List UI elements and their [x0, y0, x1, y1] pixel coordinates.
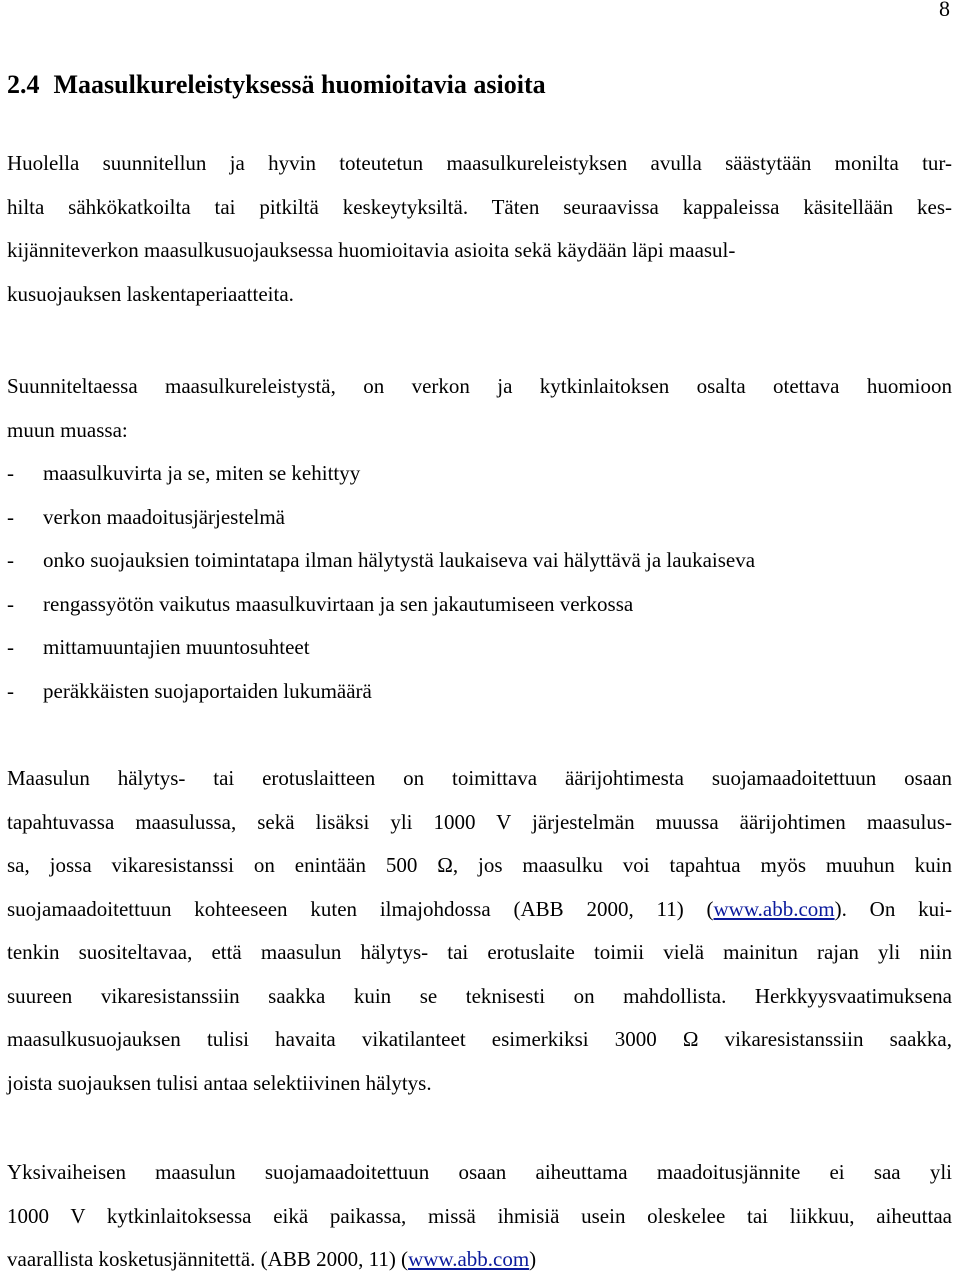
text-segment: suojamaadoitettuun kohteeseen kuten ilmajohdossa (ABB 2000, 11) ( — [7, 896, 714, 921]
text-line: Yksivaiheisen maasulun suojamaadoitettuun osaan aiheuttama maadoitusjännite ei saa yli — [7, 1160, 952, 1184]
text-segment: ). On kui- — [834, 896, 952, 921]
considerations-list — [7, 452, 755, 713]
paragraph-intro — [7, 142, 952, 316]
list-item-text: mittamuuntajien muuntosuhteet — [43, 635, 310, 659]
list-bullet: - — [7, 504, 14, 529]
text-line — [7, 888, 952, 932]
abb-link[interactable]: www.abb.com — [408, 1247, 530, 1271]
text-line: joista suojauksen tulisi antaa selektiivinen hälytys. — [7, 1070, 432, 1095]
text-line: kijänniteverkon maasulkusuojauksessa huomioitavia asioita sekä käydään läpi maasul- — [7, 238, 736, 262]
paragraph-voltage — [7, 1151, 952, 1282]
list-item — [7, 539, 755, 583]
list-item-text: maasulkuvirta ja se, miten se kehittyy — [43, 461, 361, 485]
section-title: Maasulkureleistyksessä huomioitavia asioita — [53, 70, 546, 99]
list-item — [7, 626, 755, 670]
page-number: 8 — [939, 0, 950, 21]
text-line: muun muassa: — [7, 417, 128, 442]
list-bullet: - — [7, 635, 14, 659]
text-line: Huolella suunnitellun ja hyvin toteutetun maasulkureleistyksen avulla säästytään monilta tur- — [7, 151, 952, 175]
list-item-text: rengassyötön vaikutus maasulkuvirtaan ja sen jakautumiseen verkossa — [43, 591, 634, 616]
text-segment: vaarallista kosketusjännitettä. (ABB 2000, 11) ( — [7, 1247, 409, 1271]
text-line: tapahtuvassa maasulussa, sekä lisäksi yli 1000 V järjestelmän muussa äärijohtimen maasulus- — [7, 809, 952, 834]
list-bullet: - — [7, 678, 14, 703]
text-segment: ) — [529, 1247, 537, 1271]
text-line: suureen vikaresistanssiin saakka kuin se teknisesti on mahdollista. Herkkyysvaatimuksena — [7, 983, 952, 1008]
text-line — [7, 1238, 952, 1282]
text-line: Suunniteltaessa maasulkureleistystä, on verkon ja kytkinlaitoksen osalta otettava huomioon — [7, 374, 952, 398]
list-item — [7, 496, 755, 540]
paragraph-planning — [7, 365, 952, 452]
list-bullet: - — [7, 461, 14, 485]
text-line: sa, jossa vikaresistanssi on enintään 500 Ω, jos maasulku voi tapahtua myös muuhun kuin — [7, 853, 952, 877]
list-item — [7, 452, 755, 496]
list-item-text: onko suojauksien toimintatapa ilman hälytystä laukaiseva vai hälyttävä ja laukaiseva — [43, 548, 756, 572]
list-bullet: - — [7, 548, 14, 572]
section-number: 2.4 — [7, 70, 40, 99]
text-line: 1000 V kytkinlaitoksessa eikä paikassa, missä ihmisiä usein oleskelee tai liikkuu, aiheuttaa — [7, 1203, 952, 1228]
text-line: kusuojauksen laskentaperiaatteita. — [7, 281, 294, 306]
list-item — [7, 583, 755, 627]
section-heading — [7, 68, 546, 102]
paragraph-alarm — [7, 757, 952, 1105]
list-item-text: verkon maadoitusjärjestelmä — [43, 504, 286, 529]
abb-link[interactable]: www.abb.com — [713, 896, 835, 921]
text-line: tenkin suositeltavaa, että maasulun hälytys- tai erotuslaite toimii vielä mainitun rajan yli niin — [7, 940, 952, 964]
list-item-text: peräkkäisten suojaportaiden lukumäärä — [43, 678, 372, 703]
text-line: Maasulun hälytys- tai erotuslaitteen on toimittava äärijohtimesta suojamaadoitettuun osaan — [7, 766, 952, 790]
text-line: hilta sähkökatkoilta tai pitkiltä keskeytyksiltä. Täten seuraavissa kappaleissa käsitellään kes- — [7, 194, 952, 219]
text-line: maasulkusuojauksen tulisi havaita vikatilanteet esimerkiksi 3000 Ω vikaresistanssiin saakka, — [7, 1027, 952, 1051]
list-bullet: - — [7, 591, 14, 616]
list-item — [7, 670, 755, 714]
